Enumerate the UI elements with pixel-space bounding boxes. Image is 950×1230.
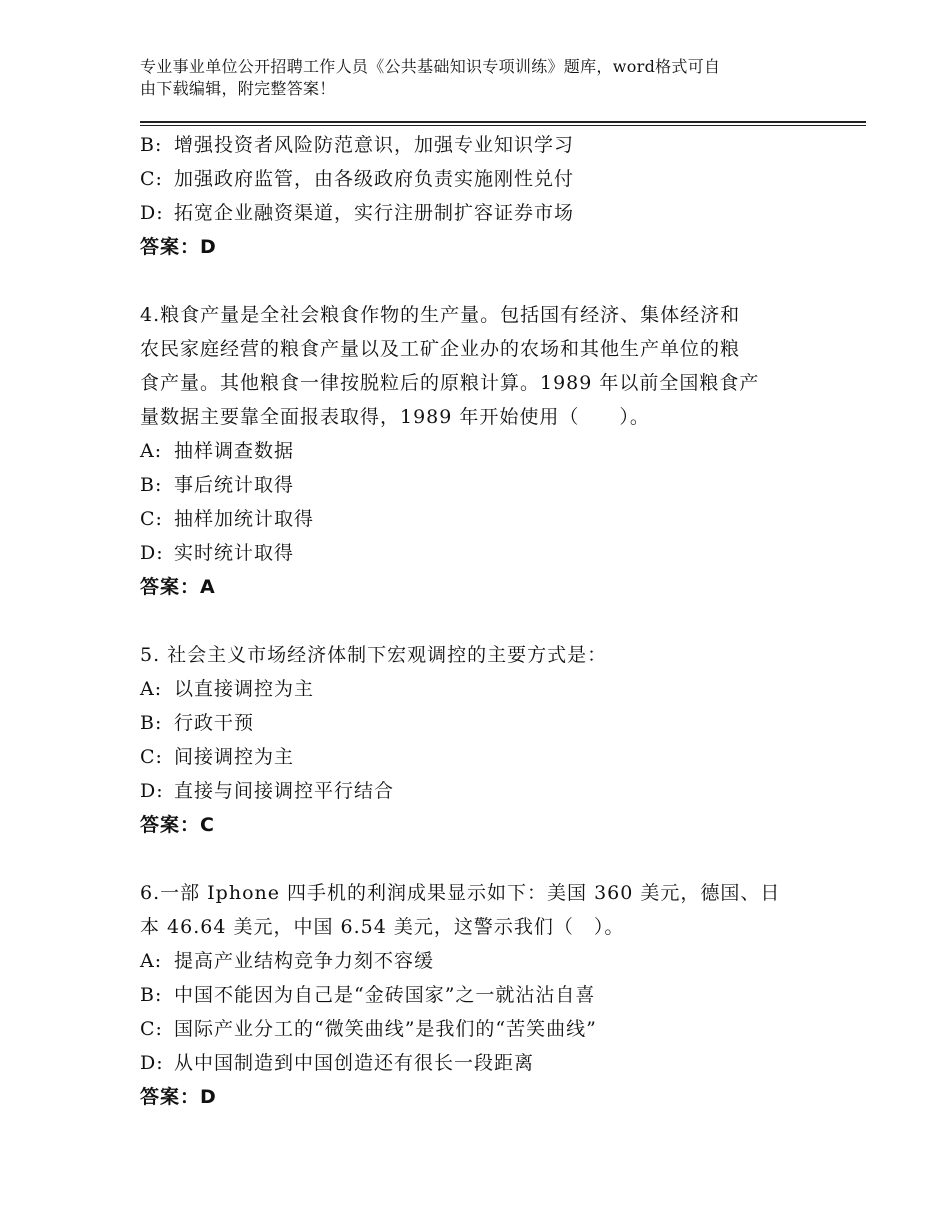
- spacer: [140, 264, 820, 298]
- option-b: B: 事后统计取得: [140, 474, 295, 496]
- option-c: C: 间接调控为主: [140, 746, 295, 768]
- spacer: [140, 842, 820, 876]
- answer-label: 答案：A: [140, 576, 216, 598]
- option-d: D: 拓宽企业融资渠道，实行注册制扩容证券市场: [140, 202, 575, 224]
- header-line-1: 专业事业单位公开招聘工作人员《公共基础知识专项训练》题库，word格式可自: [140, 57, 721, 76]
- answer-label: 答案：D: [140, 236, 217, 258]
- question-text-line: 6.一部 Iphone 四手机的利润成果显示如下：美国 360 美元，德国、日: [140, 882, 781, 904]
- option-a: A: 以直接调控为主: [140, 678, 315, 700]
- page-header: [140, 56, 810, 100]
- question-5: [140, 638, 820, 842]
- answer-label: 答案：C: [140, 814, 215, 836]
- question-6: [140, 876, 820, 1114]
- option-c: C: 加强政府监管，由各级政府负责实施刚性兑付: [140, 168, 575, 190]
- option-d: D: 从中国制造到中国创造还有很长一段距离: [140, 1052, 535, 1074]
- question-text-line: 农民家庭经营的粮食产量以及工矿企业办的农场和其他生产单位的粮: [140, 338, 741, 360]
- question-text-line: 4.粮食产量是全社会粮食作物的生产量。包括国有经济、集体经济和: [140, 304, 741, 326]
- question-content: [140, 128, 820, 1114]
- spacer: [140, 604, 820, 638]
- question-4: [140, 298, 820, 604]
- option-b: B: 增强投资者风险防范意识，加强专业知识学习: [140, 134, 575, 156]
- question-text-line: 本 46.64 美元，中国 6.54 美元，这警示我们（ ）。: [140, 916, 625, 938]
- question-3-tail: [140, 128, 820, 264]
- option-a: A: 提高产业结构竞争力刻不容缓: [140, 950, 435, 972]
- header-rule-thin: [140, 125, 866, 126]
- option-b: B: 中国不能因为自己是“金砖国家”之一就沾沾自喜: [140, 984, 596, 1006]
- question-text-line: 量数据主要靠全面报表取得，1989 年开始使用（ ）。: [140, 406, 650, 428]
- option-c: C: 抽样加统计取得: [140, 508, 315, 530]
- question-text-line: 食产量。其他粮食一律按脱粒后的原粮计算。1989 年以前全国粮食产: [140, 372, 760, 394]
- question-text-line: 5. 社会主义市场经济体制下宏观调控的主要方式是：: [140, 644, 608, 666]
- option-d: D: 直接与间接调控平行结合: [140, 780, 395, 802]
- option-d: D: 实时统计取得: [140, 542, 295, 564]
- option-c: C: 国际产业分工的“微笑曲线”是我们的“苦笑曲线”: [140, 1018, 597, 1040]
- answer-label: 答案：D: [140, 1086, 217, 1108]
- header-rule-thick: [140, 121, 866, 123]
- option-a: A: 抽样调查数据: [140, 440, 295, 462]
- option-b: B: 行政干预: [140, 712, 255, 734]
- header-line-2: 由下载编辑，附完整答案！: [140, 79, 336, 98]
